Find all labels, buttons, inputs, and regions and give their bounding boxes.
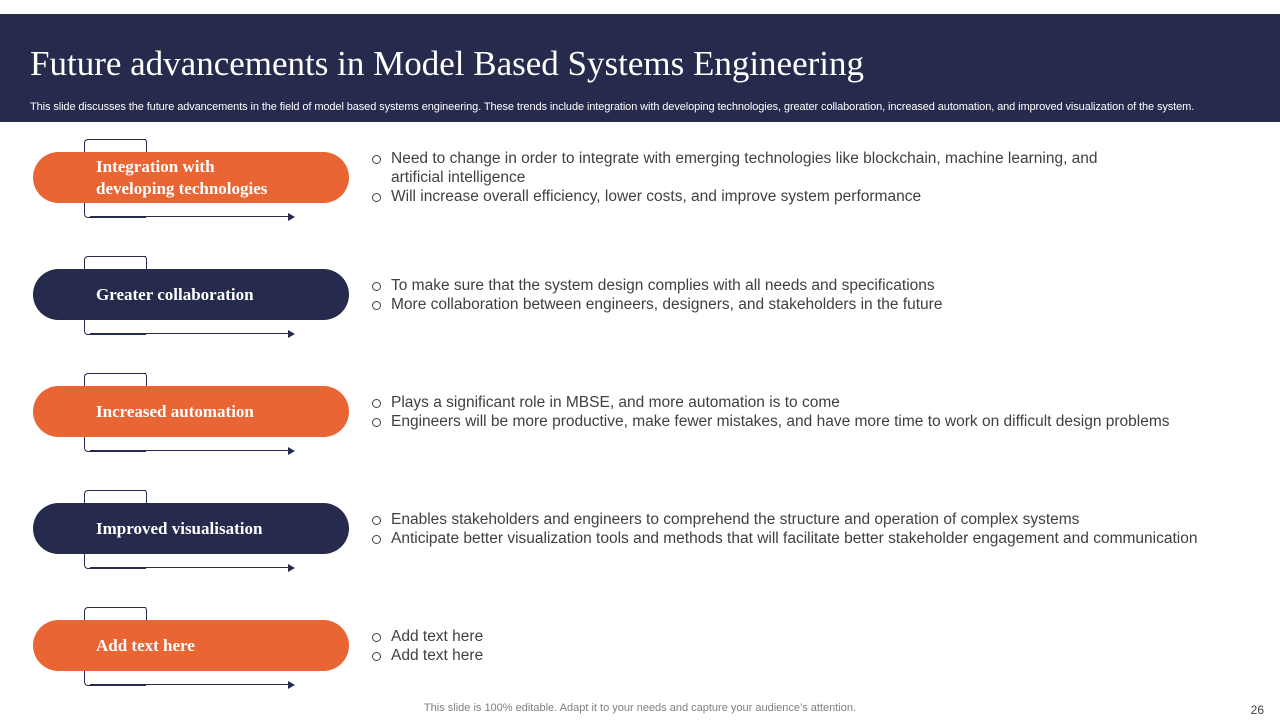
bullet-text: Anticipate better visualization tools and methods that will facilitate better stakeholder engagement and communication (391, 530, 1198, 547)
bracket-top-connector (90, 490, 147, 504)
bullet-item (371, 529, 1271, 548)
footer-note: This slide is 100% editable. Adapt it to your needs and capture your audience’s attention. (423, 702, 857, 714)
advancement-pill (33, 386, 349, 437)
arrow-line (90, 450, 290, 451)
bullet-list (371, 510, 1271, 548)
advancement-row (0, 139, 1280, 259)
arrow-line (90, 333, 290, 334)
bracket-top-connector (90, 373, 147, 387)
bullet-text: Enables stakeholders and engineers to comprehend the structure and operation of complex systems (391, 511, 1080, 528)
circle-bullet-icon (372, 282, 381, 291)
advancement-pill (33, 620, 349, 671)
advancement-row (0, 256, 1280, 376)
advancement-pill (33, 269, 349, 320)
bullet-item (371, 187, 1231, 206)
bullet-item (371, 149, 1231, 187)
bullet-text: Plays a significant role in MBSE, and more automation is to come (391, 394, 840, 411)
arrow-head-icon (288, 681, 295, 689)
arrow-head-icon (288, 330, 295, 338)
arrow-line (90, 684, 290, 685)
arrow-line (90, 216, 290, 217)
advancement-label: Greater collaboration (96, 284, 254, 304)
page-title: Future advancements in Model Based Systems Engineering (30, 44, 865, 83)
circle-bullet-icon (372, 633, 381, 642)
bullet-text: Need to change in order to integrate with emerging technologies like blockchain, machine learning, and artificial intelligence (391, 150, 1098, 186)
circle-bullet-icon (372, 193, 381, 202)
circle-bullet-icon (372, 301, 381, 310)
advancement-row (0, 490, 1280, 610)
circle-bullet-icon (372, 399, 381, 408)
circle-bullet-icon (372, 418, 381, 427)
bullet-text: To make sure that the system design complies with all needs and specifications (391, 277, 935, 294)
bullet-text: Add text here (391, 647, 484, 664)
bullet-item (371, 627, 1231, 646)
advancement-row (0, 373, 1280, 493)
circle-bullet-icon (372, 652, 381, 661)
advancement-label: Increased automation (96, 401, 254, 421)
bullet-text: Add text here (391, 628, 484, 645)
header-banner (0, 14, 1280, 122)
bullet-item (371, 646, 1231, 665)
bullet-item (371, 412, 1231, 431)
circle-bullet-icon (372, 155, 381, 164)
bullet-list (371, 276, 1231, 314)
bullet-text: Will increase overall efficiency, lower costs, and improve system performance (391, 188, 922, 205)
bullet-list (371, 149, 1231, 206)
arrow-head-icon (288, 213, 295, 221)
circle-bullet-icon (372, 535, 381, 544)
bullet-text: More collaboration between engineers, designers, and stakeholders in the future (391, 296, 943, 313)
advancement-label: Integration with developing technologies (96, 156, 268, 198)
advancement-pill (33, 152, 349, 203)
bullet-item (371, 510, 1271, 529)
page-subtitle: This slide discusses the future advancements in the field of model based systems engineering. These trends include integration with developing technologies, greater collaboration, increased automation, and improved visualization of the system. (30, 101, 1195, 113)
arrow-line (90, 567, 290, 568)
page-number: 26 (1250, 703, 1264, 717)
bullet-item (371, 276, 1231, 295)
bracket-top-connector (90, 139, 147, 153)
advancement-pill (33, 503, 349, 554)
bullet-item (371, 295, 1231, 314)
bracket-top-connector (90, 607, 147, 621)
advancement-label: Add text here (96, 635, 195, 655)
arrow-head-icon (288, 564, 295, 572)
bullet-list (371, 393, 1231, 431)
bullet-item (371, 393, 1231, 412)
bracket-top-connector (90, 256, 147, 270)
arrow-head-icon (288, 447, 295, 455)
circle-bullet-icon (372, 516, 381, 525)
bullet-text: Engineers will be more productive, make fewer mistakes, and have more time to work on difficult design problems (391, 413, 1170, 430)
bullet-list (371, 627, 1231, 665)
advancement-label: Improved visualisation (96, 518, 263, 538)
